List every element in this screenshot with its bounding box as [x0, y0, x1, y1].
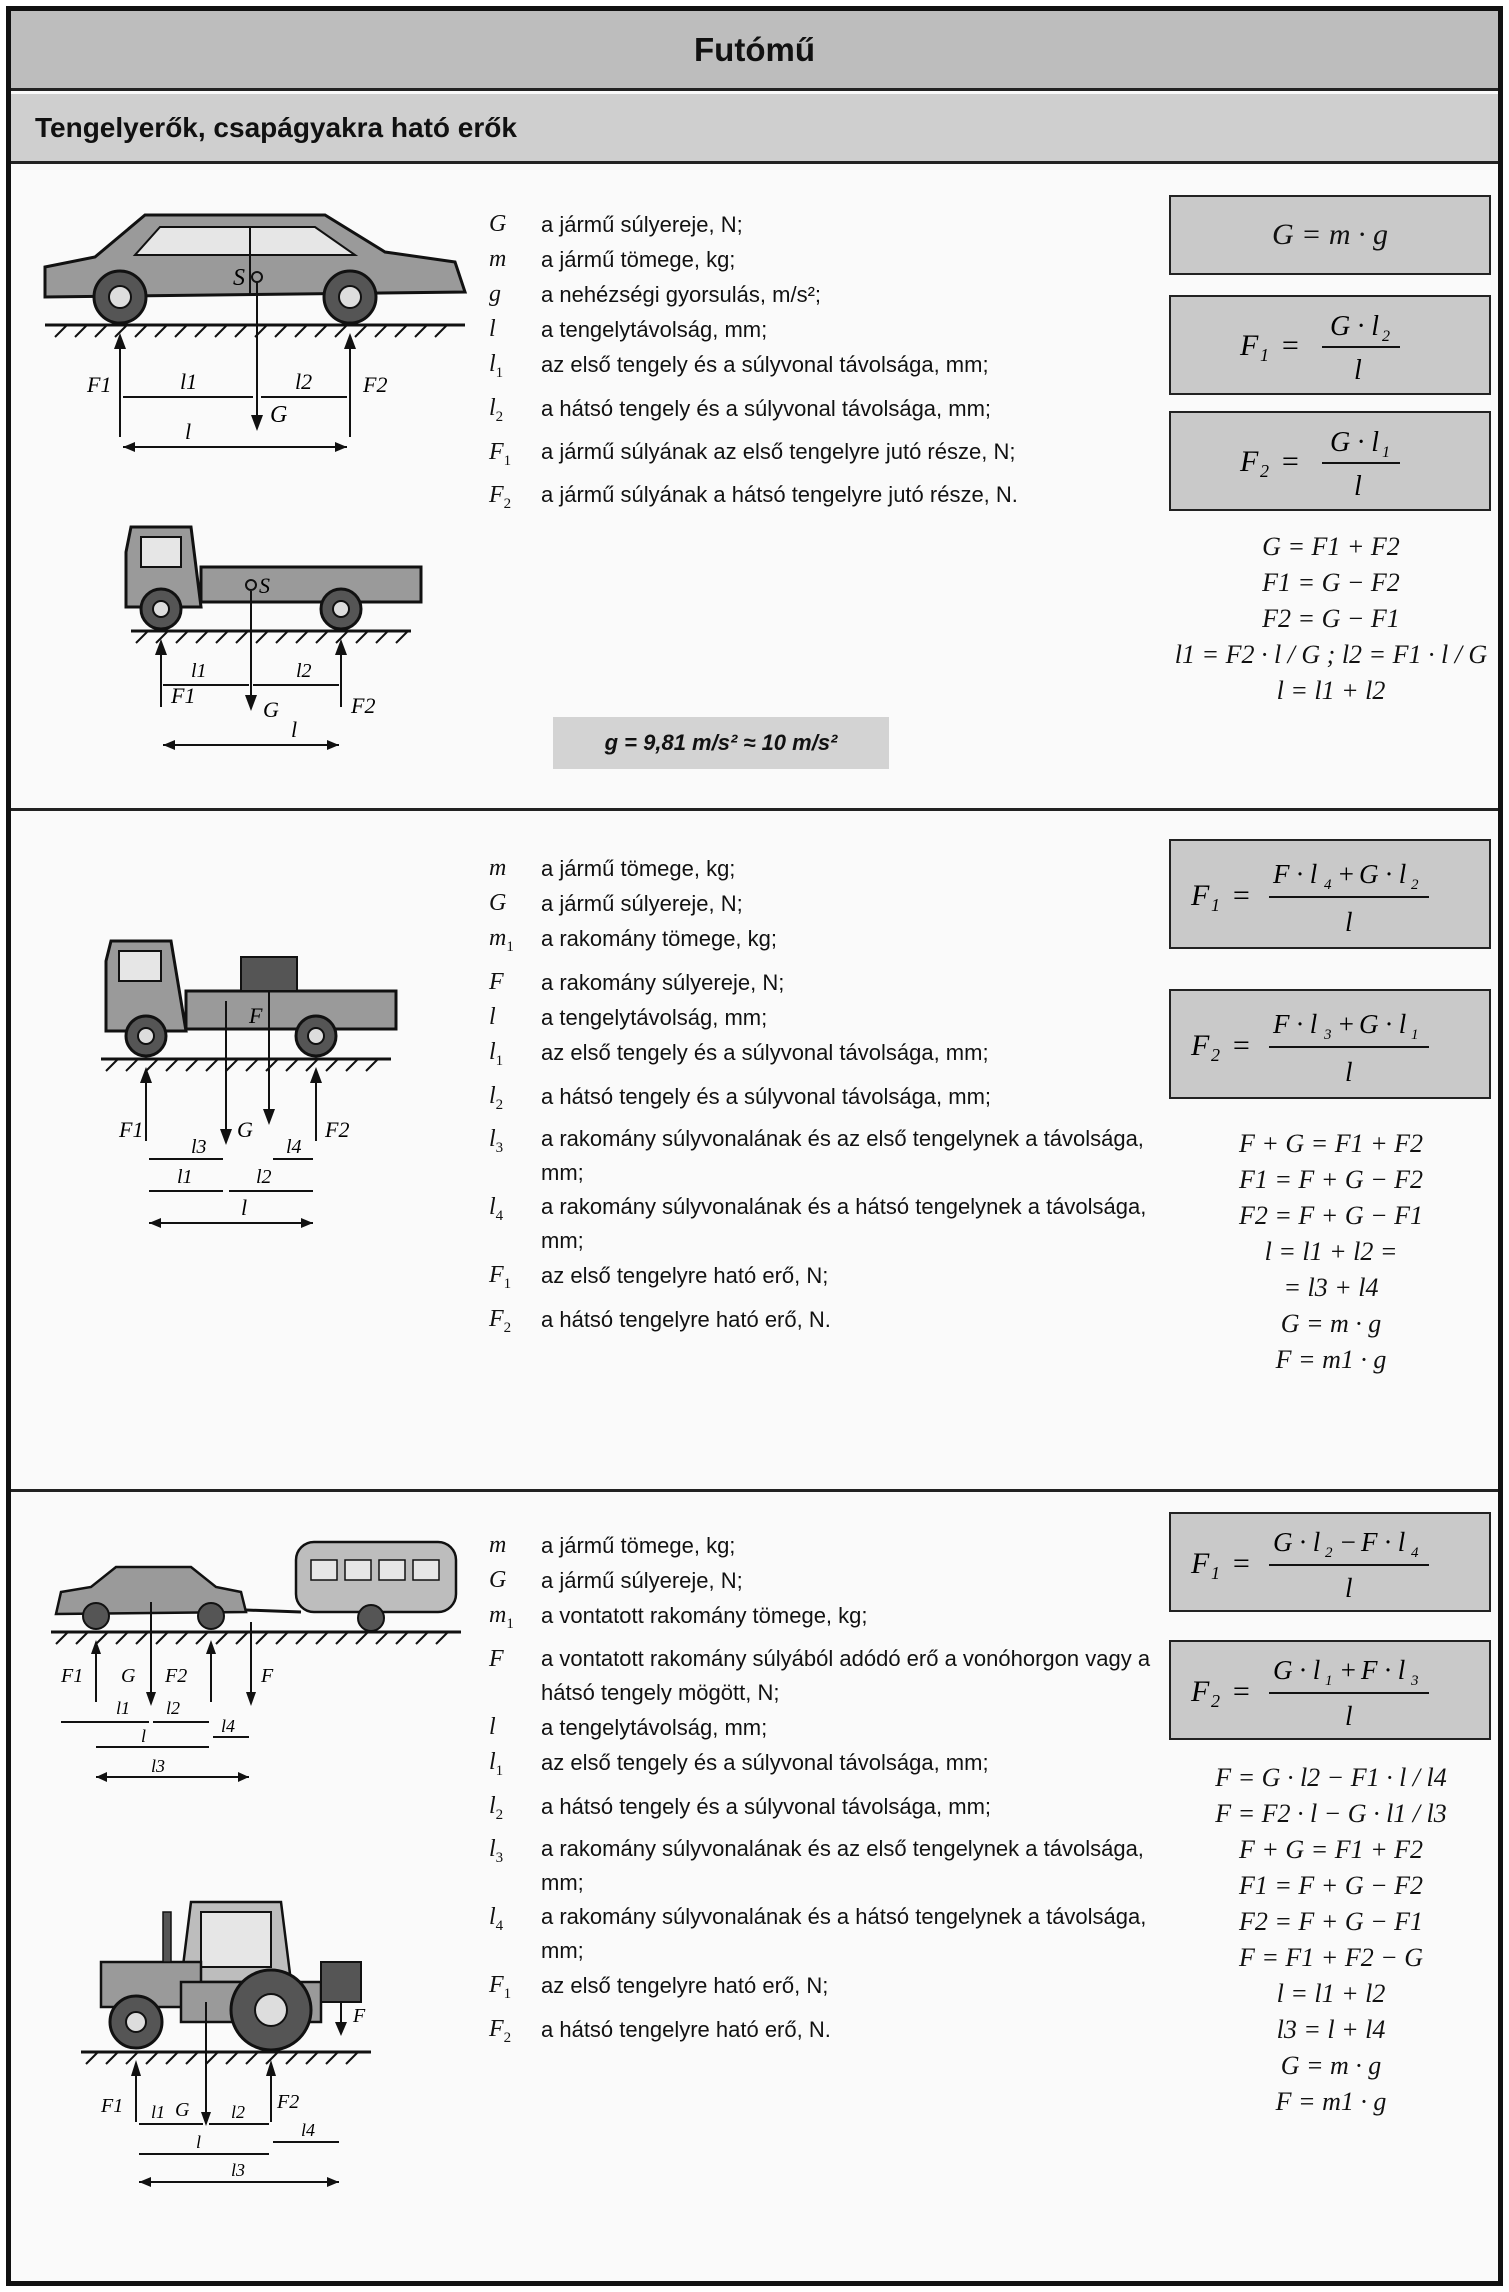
variable-description: a jármű súlyereje, N;: [541, 212, 743, 237]
truck-label-F1: F1: [171, 683, 196, 708]
svg-text:1: 1: [1211, 895, 1220, 915]
svg-text:F: F: [1191, 1675, 1210, 1708]
formula-line: = l3 + l4: [1283, 1273, 1379, 1302]
svg-text:=: =: [1231, 1547, 1252, 1580]
variable-description: az első tengely és a súlyvonal távolsága, mm;: [541, 352, 989, 377]
page-title: Futómű: [694, 30, 815, 68]
formula-line: l = l1 + l2: [1276, 1979, 1386, 2008]
variable-description: a jármű súlyereje, N;: [541, 1568, 743, 1593]
svg-text:2: 2: [1325, 1545, 1333, 1561]
svg-text:G · l: G · l: [1330, 427, 1379, 458]
variable-symbol: $l_2$: [489, 394, 504, 425]
variable-symbol: l: [489, 1713, 496, 1740]
formula-line: F1 = F + G − F2: [1238, 1165, 1424, 1194]
gravity-value: g = 9,81 m/s² ≈ 10 m/s²: [553, 717, 889, 769]
formula-line: F1 = F + G − F2: [1238, 1871, 1424, 1900]
variable-row: [489, 312, 1179, 347]
variable-description: a nehézségi gyorsulás, m/s²;: [541, 282, 822, 307]
page-title-bar: [11, 11, 1498, 91]
svg-text:l: l: [1345, 907, 1353, 937]
svg-text:G · l: G · l: [1359, 1009, 1407, 1039]
formula-line: F + G = F1 + F2: [1238, 1835, 1424, 1864]
svg-text:G · l: G · l: [1273, 1527, 1321, 1557]
label-l2: l2: [295, 369, 313, 394]
variable-row: [489, 921, 1179, 965]
variable-row: [489, 1710, 1179, 1745]
cargo-label-F1: F1: [119, 1117, 144, 1142]
variable-symbol: l: [489, 316, 496, 342]
svg-text:1: 1: [1260, 345, 1269, 365]
formula-line: l3 = l + l4: [1276, 2015, 1386, 2044]
formula-line: G = F1 + F2: [1262, 532, 1400, 561]
section-axle-loads-cargo: [11, 811, 1498, 1487]
formula-box-F1-cargo: [1169, 839, 1491, 949]
svg-text:F: F: [1240, 445, 1259, 478]
variable-description: az első tengelyre ható erő, N;: [541, 1973, 829, 1999]
truck-label-l1: l1: [191, 660, 207, 682]
variable-list-3: [489, 1528, 1179, 2056]
variable-symbol: $F_2$: [489, 1306, 512, 1336]
formula-box-F2-cargo: [1169, 989, 1491, 1099]
variable-symbol: $m_1$: [489, 1602, 514, 1632]
variable-row: [489, 347, 1179, 391]
variable-symbol: $l_3$: [489, 1836, 504, 1867]
truck-label-S: S: [259, 573, 270, 598]
svg-text:2: 2: [1411, 877, 1419, 893]
svg-text:1: 1: [1211, 1563, 1220, 1583]
page-frame: [6, 6, 1503, 2286]
label-G: G: [270, 402, 288, 428]
section-title-bar: [11, 94, 1498, 164]
formula-line: F = m1 · g: [1275, 2087, 1387, 2116]
variable-symbol: G: [489, 211, 507, 237]
svg-text:1: 1: [1411, 1027, 1419, 1043]
variable-description: a rakomány súlyvonalának és a hátsó tengelynek a távolsága, mm;: [541, 1194, 1147, 1254]
variable-symbol: F: [489, 1645, 504, 1672]
svg-text:F · l: F · l: [1361, 1655, 1406, 1685]
variable-row: [489, 1258, 1179, 1302]
variable-description: a jármű súlyának az első tengelyre jutó része, N;: [541, 438, 1016, 464]
variable-description: a tengelytávolság, mm;: [541, 1714, 768, 1740]
variable-description: a jármű súlyának a hátsó tengelyre jutó része, N.: [541, 482, 1018, 508]
variable-symbol: $F_2$: [489, 2016, 512, 2046]
rear-implement: [321, 1962, 361, 2002]
variable-row: [489, 478, 1179, 522]
svg-text:G · l: G · l: [1330, 311, 1379, 342]
variable-row: [489, 1968, 1179, 2012]
cargo-label-l2: l2: [256, 1166, 272, 1188]
variable-symbol: F: [489, 968, 504, 995]
variable-description: a tengelytávolság, mm;: [541, 317, 768, 342]
variable-symbol: $l_4$: [489, 1904, 504, 1935]
variable-row: [489, 1832, 1179, 1900]
variable-row: [489, 1563, 1179, 1598]
svg-text:2: 2: [1211, 1691, 1220, 1711]
label-F1: F1: [87, 372, 112, 397]
svg-text:F · l: F · l: [1273, 1009, 1318, 1039]
svg-text:2: 2: [1382, 328, 1390, 345]
formula-group-1: [1161, 529, 1501, 709]
svg-text:l: l: [1345, 1057, 1353, 1087]
variable-symbol: $l_4$: [489, 1194, 504, 1225]
formula-box-F1: [1169, 295, 1491, 395]
variable-symbol: $l_2$: [489, 1792, 504, 1823]
variable-description: a hátsó tengely és a súlyvonal távolsága, mm;: [541, 395, 992, 421]
formula-line: G = m · g: [1280, 1309, 1382, 1338]
truck-bed: [201, 567, 421, 602]
formula-line: l = l1 + l2 =: [1264, 1237, 1398, 1266]
variable-row: [489, 242, 1179, 277]
variable-symbol: $F_1$: [489, 1262, 512, 1293]
variable-symbol: $l_1$: [489, 351, 504, 381]
formula-box-F1-tow: [1169, 1512, 1491, 1612]
cargo-truck-diagram: [91, 911, 421, 1241]
variable-row: [489, 851, 1179, 886]
variable-row: [489, 965, 1179, 1000]
variable-row: [489, 1598, 1179, 1642]
variable-symbol: G: [489, 890, 507, 916]
formula-F1-graphic: [1230, 303, 1430, 387]
variable-row: [489, 1079, 1179, 1123]
label-l1: l1: [180, 369, 198, 394]
truck-label-l2: l2: [296, 660, 312, 682]
variable-symbol: $F_1$: [489, 438, 512, 469]
svg-text:=: =: [1231, 1675, 1252, 1708]
label-S: S: [233, 265, 245, 291]
svg-text:−: −: [1339, 1527, 1358, 1557]
svg-text:F: F: [1191, 1029, 1210, 1062]
svg-text:=: =: [1231, 1029, 1252, 1062]
variable-row: [489, 435, 1179, 479]
cargo-label-l1: l1: [177, 1166, 193, 1188]
variable-symbol: m: [489, 246, 507, 272]
variable-row: [489, 2012, 1179, 2056]
svg-text:2: 2: [1211, 1045, 1220, 1065]
formula-line: l = l1 + l2: [1276, 676, 1386, 705]
variable-description: a vontatott rakomány súlyából adódó erő a vonóhorgon vagy a hátsó tengely mögött, N;: [541, 1645, 1151, 1705]
variable-symbol: l: [489, 1003, 496, 1030]
trailer-label-F: F: [261, 1665, 274, 1687]
formula-box-F2: [1169, 411, 1491, 511]
formula-F2-cargo-graphic: [1185, 999, 1475, 1089]
car-windows: [135, 227, 355, 255]
formula-line: F = G · l2 − F1 · l / l4: [1215, 1763, 1447, 1792]
variable-description: a rakomány súlyvonalának és az első tengelynek a távolsága, mm;: [541, 1836, 1144, 1896]
tractor-label-l2: l2: [231, 2102, 246, 2122]
section-axle-loads-towing: [11, 1492, 1498, 2282]
cargo-label-l: l: [241, 1195, 248, 1220]
variable-row: [489, 1745, 1179, 1789]
variable-description: a hátsó tengelyre ható erő, N.: [541, 2017, 831, 2043]
variable-symbol: $l_3$: [489, 1126, 504, 1157]
variable-row: [489, 1000, 1179, 1035]
variable-description: az első tengely és a súlyvonal távolsága, mm;: [541, 1039, 989, 1065]
variable-row: [489, 1900, 1179, 1968]
formula-box-F2-tow: [1169, 1640, 1491, 1740]
svg-text:+: +: [1337, 859, 1356, 889]
formula-group-3: [1161, 1760, 1501, 2120]
variable-row: [489, 1190, 1179, 1258]
variable-description: a jármű súlyereje, N;: [541, 891, 743, 916]
formula-group-2: [1161, 1126, 1501, 1378]
tractor-label-F1: F1: [101, 2095, 124, 2117]
variable-description: a jármű tömege, kg;: [541, 1533, 736, 1558]
svg-text:4: 4: [1324, 877, 1332, 893]
svg-text:F: F: [1191, 1547, 1210, 1580]
variable-row: [489, 391, 1179, 435]
svg-text:1: 1: [1382, 444, 1390, 461]
trailer-label-l3: l3: [151, 1756, 166, 1776]
svg-text:l: l: [1345, 1701, 1353, 1731]
tractor-label-G: G: [175, 2099, 190, 2121]
variable-row: [489, 277, 1179, 312]
variable-symbol: m: [489, 855, 507, 881]
cargo-label-F: F: [249, 1003, 263, 1028]
formula-line: F = F1 + F2 − G: [1238, 1943, 1424, 1972]
truck-label-G: G: [263, 697, 279, 722]
cargo-load: [241, 957, 297, 991]
truck-label-F2: F2: [351, 693, 376, 718]
svg-text:F · l: F · l: [1361, 1527, 1406, 1557]
variable-description: a hátsó tengelyre ható erő, N.: [541, 1307, 831, 1333]
section-title: Tengelyerők, csapágyakra ható erők: [35, 111, 517, 143]
formula-F1-cargo-graphic: [1185, 849, 1475, 939]
variable-description: a vontatott rakomány tömege, kg;: [541, 1603, 868, 1628]
svg-text:=: =: [1280, 329, 1301, 362]
variable-row: [489, 1035, 1179, 1079]
svg-text:F · l: F · l: [1273, 859, 1318, 889]
car-trailer-diagram: [41, 1532, 481, 1802]
variable-description: az első tengely és a súlyvonal távolsága, mm;: [541, 1749, 989, 1775]
formula-line: F = F2 · l − G · l1 / l3: [1215, 1799, 1447, 1828]
truck-diagram: [111, 507, 441, 777]
formula-line: F + G = F1 + F2: [1238, 1129, 1424, 1158]
tractor-label-F: F: [353, 2005, 366, 2027]
variable-row: [489, 886, 1179, 921]
cargo-label-l3: l3: [191, 1136, 207, 1158]
svg-text:l: l: [1354, 355, 1362, 386]
variable-symbol: m: [489, 1532, 507, 1558]
variable-description: a rakomány tömege, kg;: [541, 926, 778, 951]
section-axle-loads-basic: [11, 167, 1498, 807]
formula-F2-tow-graphic: [1185, 1647, 1475, 1733]
variable-row: [489, 1642, 1179, 1710]
variable-symbol: $F_2$: [489, 482, 512, 513]
variable-row: [489, 1528, 1179, 1563]
variable-description: a tengelytávolság, mm;: [541, 1004, 768, 1030]
svg-text:=: =: [1280, 445, 1301, 478]
variable-description: a jármű tömege, kg;: [541, 856, 736, 881]
variable-row: [489, 207, 1179, 242]
svg-text:l: l: [1345, 1573, 1353, 1603]
variable-list-1: [489, 207, 1179, 522]
truck-label-l: l: [291, 717, 298, 742]
trailer-label-F2: F2: [165, 1665, 188, 1687]
formula-box-G: G = m · g: [1169, 195, 1491, 275]
variable-symbol: $m_1$: [489, 925, 514, 955]
trailer-label-G: G: [121, 1665, 136, 1687]
tractor-diagram: [71, 1892, 411, 2192]
formula-line: F2 = F + G − F1: [1238, 1201, 1424, 1230]
svg-text:F: F: [1240, 329, 1259, 362]
tractor-label-l3: l3: [231, 2160, 246, 2180]
car-diagram: [25, 197, 485, 467]
formula-line: l1 = F2 · l / G ; l2 = F1 · l / G: [1174, 640, 1488, 669]
svg-text:3: 3: [1324, 1027, 1332, 1043]
label-l: l: [185, 419, 192, 444]
label-F2: F2: [363, 372, 388, 397]
cargo-label-l4: l4: [286, 1136, 302, 1158]
variable-row: [489, 1302, 1179, 1346]
cargo-label-G: G: [237, 1117, 253, 1142]
variable-description: a hátsó tengely és a súlyvonal távolsága, mm;: [541, 1793, 992, 1819]
formula-F1-tow-graphic: [1185, 1519, 1475, 1605]
formula-line: G = m · g: [1280, 2051, 1382, 2080]
variable-description: az első tengelyre ható erő, N;: [541, 1263, 829, 1289]
tractor-label-l: l: [196, 2132, 202, 2152]
svg-text:F: F: [1191, 879, 1210, 912]
svg-text:+: +: [1337, 1009, 1356, 1039]
cargo-label-F2: F2: [325, 1117, 350, 1142]
trailer-label-l1: l1: [116, 1698, 131, 1718]
variable-description: a rakomány súlyvonalának és a hátsó tengelynek a távolsága, mm;: [541, 1904, 1147, 1964]
variable-symbol: $l_2$: [489, 1082, 504, 1113]
variable-description: a hátsó tengely és a súlyvonal távolsága, mm;: [541, 1083, 992, 1109]
svg-text:1: 1: [1325, 1673, 1333, 1689]
variable-list-2: [489, 851, 1179, 1346]
trailer-label-F1: F1: [61, 1665, 84, 1687]
svg-text:G · l: G · l: [1273, 1655, 1321, 1685]
tractor-label-l1: l1: [151, 2102, 166, 2122]
tractor-label-F2: F2: [277, 2091, 300, 2113]
svg-text:G · l: G · l: [1359, 859, 1407, 889]
formula-line: F1 = G − F2: [1262, 568, 1400, 597]
variable-description: a rakomány súlyereje, N;: [541, 969, 785, 995]
formula-F2-graphic: [1230, 419, 1430, 503]
trailer-label-l: l: [141, 1726, 147, 1746]
tractor-label-l4: l4: [301, 2120, 316, 2140]
formula-line: F = m1 · g: [1275, 1345, 1387, 1374]
variable-description: a rakomány súlyvonalának és az első tengelynek a távolsága, mm;: [541, 1126, 1144, 1186]
variable-symbol: $l_1$: [489, 1038, 504, 1069]
formula-line: F2 = F + G − F1: [1238, 1907, 1424, 1936]
svg-text:3: 3: [1411, 1673, 1419, 1689]
formula-line: F2 = G − F1: [1262, 604, 1400, 633]
variable-symbol: $F_1$: [489, 1972, 512, 2003]
svg-text:+: +: [1339, 1655, 1358, 1685]
variable-row: [489, 1789, 1179, 1833]
variable-row: [489, 1122, 1179, 1190]
variable-symbol: $l_1$: [489, 1748, 504, 1779]
svg-text:=: =: [1231, 879, 1252, 912]
variable-description: a jármű tömege, kg;: [541, 247, 736, 272]
svg-text:l: l: [1354, 471, 1362, 502]
svg-text:4: 4: [1411, 1545, 1419, 1561]
variable-symbol: G: [489, 1567, 507, 1593]
svg-text:2: 2: [1260, 461, 1269, 481]
trailer-label-l2: l2: [166, 1698, 181, 1718]
trailer-label-l4: l4: [221, 1716, 236, 1736]
variable-symbol: g: [489, 281, 501, 307]
